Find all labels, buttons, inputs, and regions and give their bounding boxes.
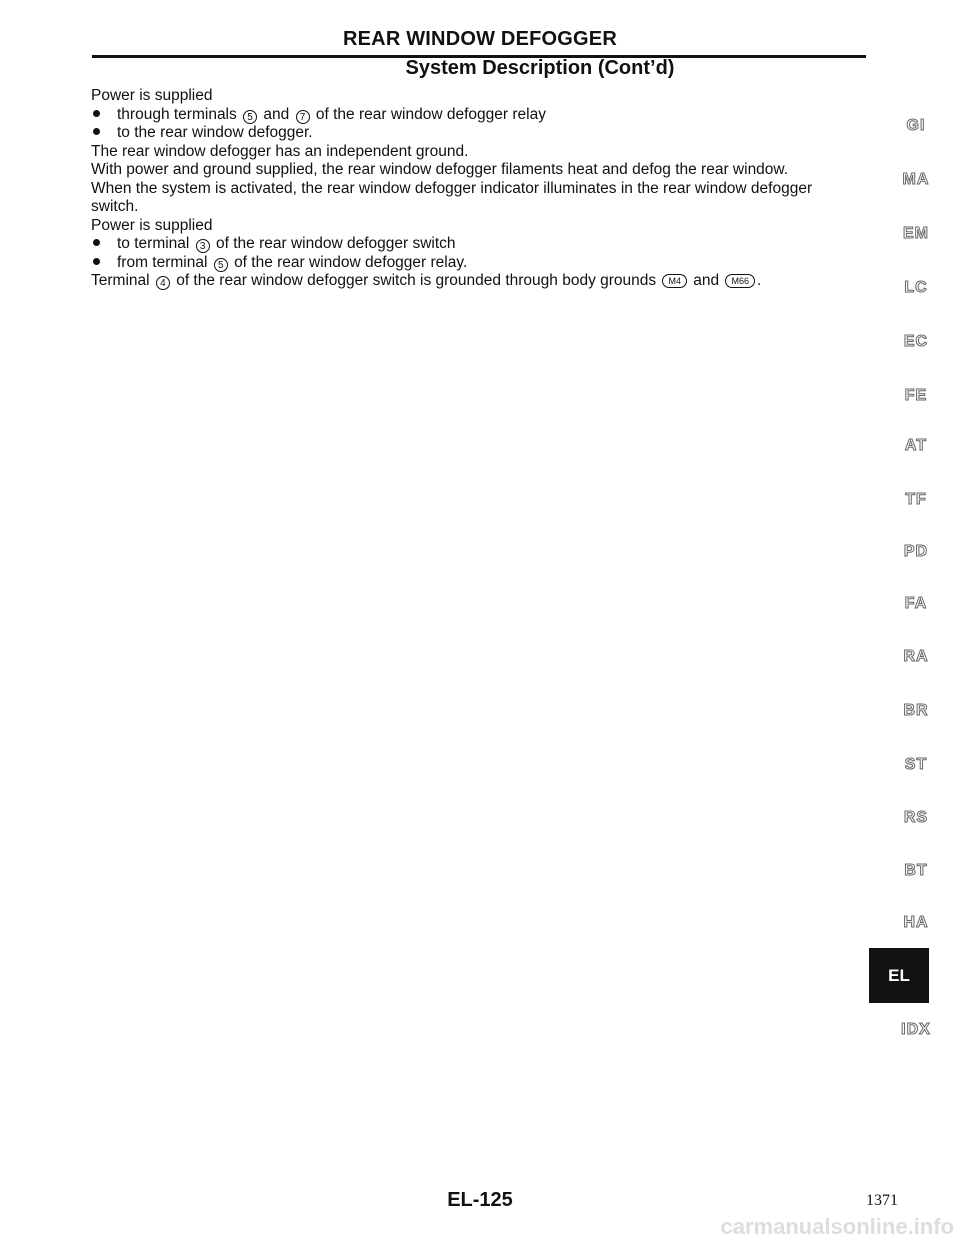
bullet-icon — [93, 110, 100, 117]
text-line: Power is supplied — [91, 87, 213, 104]
tab-lc[interactable]: LC — [904, 279, 928, 296]
terminal-marker: 5 — [243, 110, 257, 124]
ground-connector-marker: M66 — [725, 274, 755, 288]
tab-el-active[interactable]: EL — [869, 948, 929, 1003]
bullet-icon — [93, 239, 100, 246]
tab-ra[interactable]: RA — [903, 648, 929, 665]
tab-gi[interactable]: GI — [906, 117, 926, 134]
tab-ha[interactable]: HA — [903, 914, 929, 931]
tab-ma[interactable]: MA — [902, 171, 930, 188]
section-title: System Description (Cont’d) — [405, 57, 675, 79]
tab-pd[interactable]: PD — [903, 543, 929, 560]
terminal-marker: 5 — [214, 258, 228, 272]
watermark-url: carmanualsonline.info — [720, 1214, 954, 1239]
text-line: switch. — [91, 198, 139, 215]
text-line: Terminal 4 of the rear window defogger switch is grounded through body grounds M4 and M66 . — [91, 272, 762, 289]
tab-fe[interactable]: FE — [904, 387, 928, 404]
bullet-line: through terminals 5 and 7 of the rear window defogger relay — [91, 106, 901, 125]
tab-rs[interactable]: RS — [903, 809, 929, 826]
tab-bt[interactable]: BT — [904, 862, 928, 879]
bullet-icon — [93, 258, 100, 265]
tab-ec[interactable]: EC — [903, 333, 929, 350]
text-line: Power is supplied — [91, 216, 213, 234]
text-line: The rear window defogger has an independent ground. — [91, 142, 469, 160]
tab-fa[interactable]: FA — [904, 595, 928, 612]
tab-idx[interactable]: IDX — [901, 1021, 931, 1038]
bullet-line: from terminal 5 of the rear window defogger relay. — [91, 254, 901, 273]
text-line: When the system is activated, the rear window defogger indicator illuminates in the rear window defogger — [91, 179, 813, 197]
bullet-line: to the rear window defogger. — [91, 124, 901, 143]
terminal-marker: 7 — [296, 110, 310, 124]
text-line: With power and ground supplied, the rear window defogger filaments heat and defog the rear window. — [91, 161, 789, 178]
tab-br[interactable]: BR — [903, 702, 929, 719]
page-code: EL-125 — [447, 1189, 513, 1211]
tab-tf[interactable]: TF — [905, 491, 927, 508]
tab-st[interactable]: ST — [904, 756, 928, 773]
page-title: REAR WINDOW DEFOGGER — [343, 28, 617, 50]
tab-em[interactable]: EM — [903, 225, 929, 242]
ground-connector-marker: M4 — [662, 274, 687, 288]
page-number: 1371 — [866, 1192, 898, 1209]
terminal-marker: 4 — [156, 276, 170, 290]
bullet-line: to terminal 3 of the rear window defogger switch — [91, 235, 901, 254]
body-text — [91, 87, 901, 291]
tab-at[interactable]: AT — [904, 437, 928, 454]
terminal-marker: 3 — [196, 239, 210, 253]
section-index-tabs — [880, 0, 960, 1242]
bullet-icon — [93, 128, 100, 135]
